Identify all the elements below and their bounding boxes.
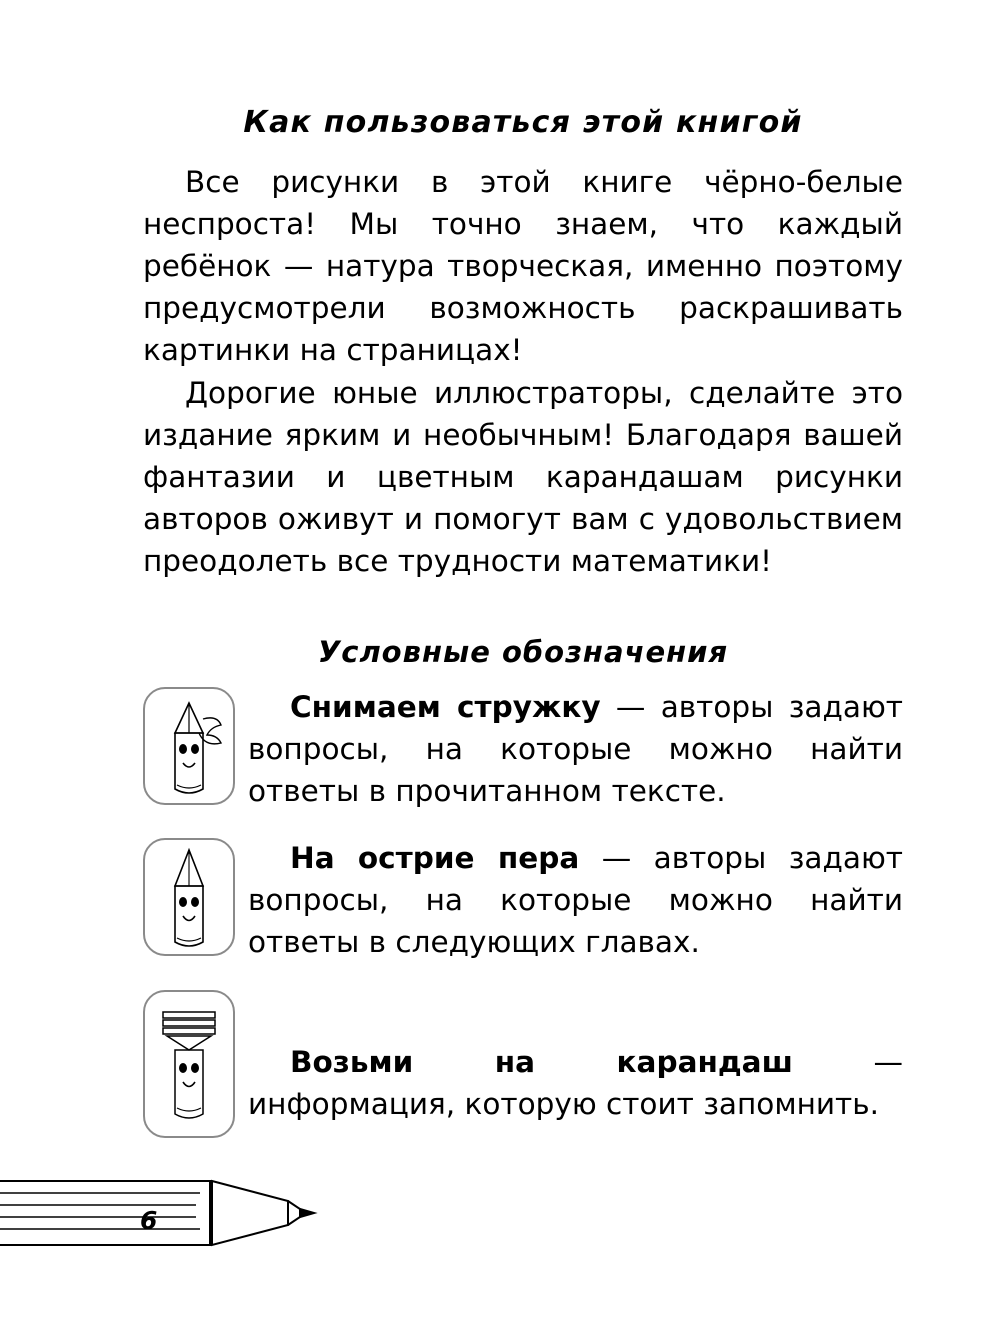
page-title: Как пользоваться этой книгой <box>243 105 803 140</box>
legend-description: — авторы задают вопросы, на которые можно найти ответы в следующих главах. <box>248 841 903 960</box>
paragraph: Дорогие юные иллюстраторы, сделайте это издание ярким и необычным! Благодаря вашей фантазии и цветным карандашам рисунки авторов оживут и помогут вам с удовольствием преодолеть все трудности математики! <box>143 376 903 578</box>
pencil-sharpening-icon <box>143 687 235 805</box>
legend-list <box>143 687 903 1140</box>
legend-text <box>248 990 903 1126</box>
sharp-pencil-icon <box>143 838 235 956</box>
legend-description: — авторы задают вопросы, на которые можно найти ответы в прочитанном тексте. <box>248 689 903 808</box>
list-item <box>143 687 903 813</box>
legend-term: Возьми на карандаш <box>290 1045 793 1079</box>
list-item <box>143 990 903 1140</box>
legend-term: Снимаем стружку <box>290 689 601 724</box>
legend-description: — информация, которую стоит запомнить. <box>248 1045 903 1121</box>
section-title: Условные обозначения <box>317 634 729 669</box>
paragraph: Все рисунки в этой книге чёрно-белые неспроста! Мы точно знаем, что каждый ребёнок — натура творческая, именно поэтому предусмотрели возможность раскрашивать картинки на страницах! <box>143 165 903 367</box>
legend-text <box>248 838 903 964</box>
legend-text <box>248 687 903 813</box>
page-content <box>143 105 903 1166</box>
legend-term: На острие пера <box>290 841 580 876</box>
pencil-with-books-icon <box>143 990 235 1138</box>
pencil-footer-decoration <box>0 1159 320 1269</box>
page-number: 6 <box>140 1206 158 1235</box>
list-item <box>143 838 903 964</box>
